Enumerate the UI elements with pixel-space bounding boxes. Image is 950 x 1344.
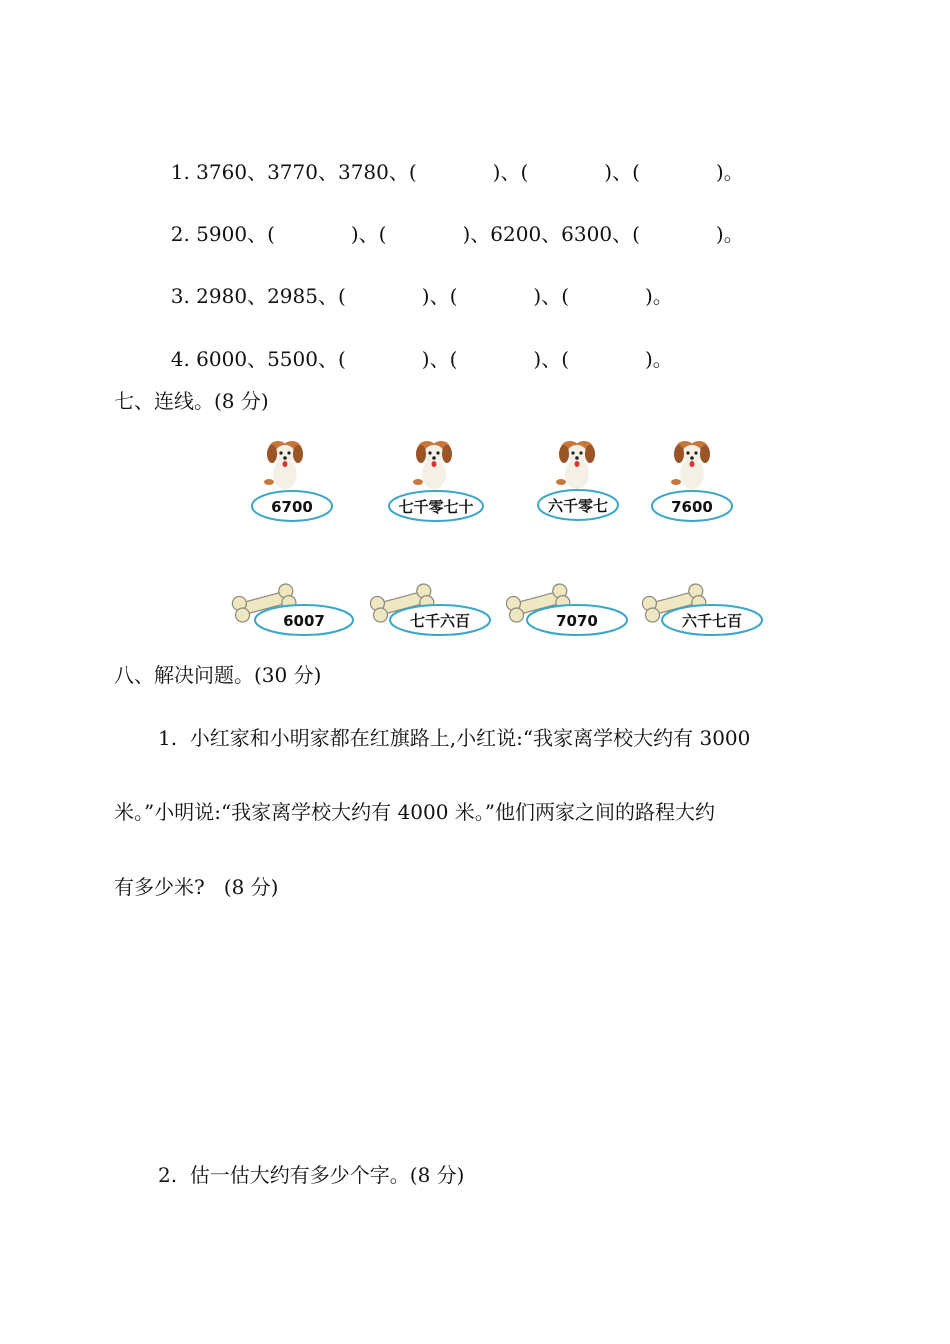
dog-label: 6700 <box>271 498 313 516</box>
bone-label: 6007 <box>283 612 325 630</box>
sequence-2: 2. 5900、( )、( )、6200、6300、( )。 <box>170 222 744 246</box>
question-1-line-3: 有多少米? (8 分) <box>114 875 279 899</box>
dog-icon <box>248 432 336 524</box>
dog-icon <box>386 432 486 524</box>
dog-icon <box>535 432 621 524</box>
sequence-1: 1. 3760、3770、3780、( )、( )、( )。 <box>170 160 744 184</box>
dog-label: 六千零七 <box>547 497 609 515</box>
section-8-title: 八、解决问题。(30 分) <box>114 663 322 687</box>
dog-card[interactable] <box>535 432 621 524</box>
dog-label: 七千零七十 <box>398 498 474 516</box>
dog-icon <box>648 432 736 524</box>
bone-label: 六千七百 <box>681 612 743 630</box>
question-1-line-2: 米。”小明说:“我家离学校大约有 4000 米。”他们两家之间的路程大约 <box>114 800 716 824</box>
bone-icon <box>366 582 496 638</box>
bone-card[interactable] <box>502 582 632 638</box>
dog-card[interactable] <box>248 432 336 524</box>
bone-icon <box>502 582 632 638</box>
bone-card[interactable] <box>228 582 358 638</box>
bone-label: 7070 <box>556 612 598 630</box>
bone-card[interactable] <box>638 582 768 638</box>
sequence-4: 4. 6000、5500、( )、( )、( )。 <box>170 347 673 371</box>
bone-icon <box>228 582 358 638</box>
dog-card[interactable] <box>648 432 736 524</box>
sequence-3: 3. 2980、2985、( )、( )、( )。 <box>170 284 673 308</box>
bone-card[interactable] <box>366 582 496 638</box>
section-7-title: 七、连线。(8 分) <box>114 389 269 413</box>
question-2: 2. 估一估大约有多少个字。(8 分) <box>158 1163 465 1187</box>
question-1-line-1: 1. 小红家和小明家都在红旗路上,小红说:“我家离学校大约有 3000 <box>158 726 751 750</box>
dog-label: 7600 <box>671 498 713 516</box>
bone-label: 七千六百 <box>409 612 471 630</box>
dog-card[interactable] <box>386 432 486 524</box>
bone-icon <box>638 582 768 638</box>
